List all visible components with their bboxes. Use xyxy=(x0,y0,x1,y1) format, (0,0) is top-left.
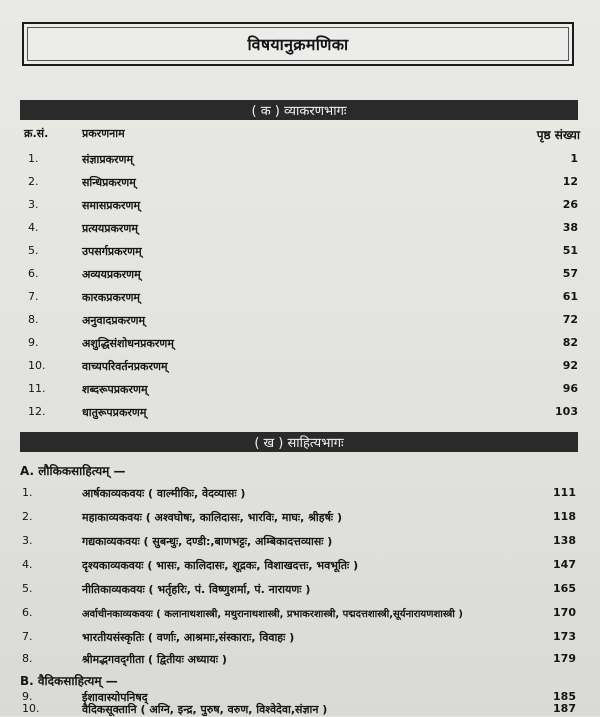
item-page: 12 xyxy=(562,175,578,188)
item-number: 10. xyxy=(28,359,46,372)
item-name: कारकप्रकरणम् xyxy=(82,291,140,304)
list-item xyxy=(0,510,600,528)
item-page: 165 xyxy=(553,582,576,595)
item-number: 2. xyxy=(28,175,39,188)
subsection-b-heading: B. वैदिकसाहित्यम् — xyxy=(20,674,118,688)
item-page: 26 xyxy=(562,198,578,211)
list-item xyxy=(0,152,600,170)
item-number: 6. xyxy=(28,267,39,280)
col-header-page: पृष्ठ संख्या xyxy=(536,128,580,142)
item-number: 6. xyxy=(22,606,33,619)
item-number: 2. xyxy=(22,510,33,523)
item-number: 10. xyxy=(22,702,40,715)
list-item xyxy=(0,221,600,239)
list-item xyxy=(0,652,600,670)
item-name: भारतीयसंस्कृतिः ( वर्णाः, आश्रमाः,संस्काराः, विवाहः ) xyxy=(82,631,295,644)
item-page: 187 xyxy=(553,702,576,715)
item-page: 170 xyxy=(553,606,576,619)
col-header-sno: क्र.सं. xyxy=(24,127,49,140)
item-number: 4. xyxy=(22,558,33,571)
section-ka-heading: ( क ) व्याकरणभागः xyxy=(20,100,578,120)
item-number: 8. xyxy=(28,313,39,326)
page-title: विषयानुक्रमणिका xyxy=(247,35,349,54)
item-name: गद्यकाव्यकवयः ( सुबन्धुः, दण्डी:,बाणभट्टः, अम्बिकादत्तव्यासः ) xyxy=(82,535,333,548)
item-page: 38 xyxy=(562,221,578,234)
list-item xyxy=(0,267,600,285)
item-number: 5. xyxy=(22,582,33,595)
list-item xyxy=(0,359,600,377)
item-page: 51 xyxy=(562,244,578,257)
item-number: 12. xyxy=(28,405,46,418)
item-number: 7. xyxy=(22,630,33,643)
list-item xyxy=(0,582,600,600)
item-number: 7. xyxy=(28,290,39,303)
item-page: 185 xyxy=(553,690,576,703)
item-name: ईशावास्योपनिषद् xyxy=(82,691,148,704)
list-item xyxy=(0,198,600,216)
item-page: 111 xyxy=(553,486,576,499)
list-item xyxy=(0,405,600,423)
list-item xyxy=(0,486,600,504)
item-page: 96 xyxy=(562,382,578,395)
list-item xyxy=(0,630,600,648)
item-page: 61 xyxy=(562,290,578,303)
item-number: 3. xyxy=(28,198,39,211)
item-page: 82 xyxy=(562,336,578,349)
title-box xyxy=(22,22,574,66)
item-number: 4. xyxy=(28,221,39,234)
item-page: 173 xyxy=(553,630,576,643)
item-name: श्रीमद्भगवद्‌गीता ( द्वितीयः अध्यायः ) xyxy=(82,653,227,666)
item-name: अव्ययप्रकरणम् xyxy=(82,268,141,281)
item-name: संज्ञाप्रकरणम् xyxy=(82,153,134,166)
list-item xyxy=(0,175,600,193)
item-page: 72 xyxy=(562,313,578,326)
item-name: अर्वाचीनकाव्यकवयः ( कलानाथशास्त्री, मथुरानाथशास्त्री, प्रभाकरशास्त्री, पद्मदत्तशास्त्री,सूर्यनारायणशास्त्री ) xyxy=(82,609,463,620)
item-number: 1. xyxy=(22,486,33,499)
item-name: वाच्यपरिवर्तनप्रकरणम् xyxy=(82,360,168,373)
item-page: 1 xyxy=(570,152,578,165)
item-page: 179 xyxy=(553,652,576,665)
item-name: उपसर्गप्रकरणम् xyxy=(82,245,142,258)
section-kha-heading: ( ख ) साहित्यभागः xyxy=(20,432,578,452)
item-name: शब्दरूपप्रकरणम् xyxy=(82,383,148,396)
list-item xyxy=(0,558,600,576)
list-item xyxy=(0,336,600,354)
item-name: सन्धिप्रकरणम् xyxy=(82,176,136,189)
item-name: अनुवादप्रकरणम् xyxy=(82,314,146,327)
item-name: समासप्रकरणम् xyxy=(82,199,141,212)
list-item xyxy=(0,382,600,400)
col-header-name: प्रकरणनाम xyxy=(82,127,125,140)
item-number: 8. xyxy=(22,652,33,665)
list-item xyxy=(0,606,600,624)
item-page: 103 xyxy=(555,405,578,418)
item-number: 1. xyxy=(28,152,39,165)
item-name: अशुद्धिसंशोधनप्रकरणम् xyxy=(82,337,174,350)
item-name: वैदिकसूक्तानि ( अग्नि, इन्द्र, पुरुष, वरुण, विश्वेदेवा,संज्ञान ) xyxy=(82,703,328,716)
list-item xyxy=(0,702,600,715)
item-page: 138 xyxy=(553,534,576,547)
item-number: 9. xyxy=(22,690,33,703)
item-number: 11. xyxy=(28,382,46,395)
list-item xyxy=(0,534,600,552)
item-number: 3. xyxy=(22,534,33,547)
list-item xyxy=(0,244,600,262)
item-page: 147 xyxy=(553,558,576,571)
item-page: 57 xyxy=(562,267,578,280)
item-name: आर्षकाव्यकवयः ( वाल्मीकिः, वेदव्यासः ) xyxy=(82,487,246,500)
item-name: महाकाव्यकवयः ( अश्वघोषः, कालिदासः, भारविः, माघः, श्रीहर्षः ) xyxy=(82,511,343,524)
item-name: प्रत्ययप्रकरणम् xyxy=(82,222,138,235)
item-name: दृश्यकाव्यकवयः ( भासः, कालिदासः, शूद्रकः, विशाखदत्तः, भवभूतिः ) xyxy=(82,559,359,572)
list-item xyxy=(0,290,600,308)
item-number: 5. xyxy=(28,244,39,257)
subsection-a-heading: A. लौकिकसाहित्यम् — xyxy=(20,464,126,478)
item-name: धातुरूपप्रकरणम् xyxy=(82,406,147,419)
item-page: 92 xyxy=(562,359,578,372)
list-item xyxy=(0,313,600,331)
item-number: 9. xyxy=(28,336,39,349)
item-page: 118 xyxy=(553,510,576,523)
item-name: नीतिकाव्यकवयः ( भर्तृहरिः, पं. विष्णुशर्मा, पं. नारायणः ) xyxy=(82,583,311,596)
